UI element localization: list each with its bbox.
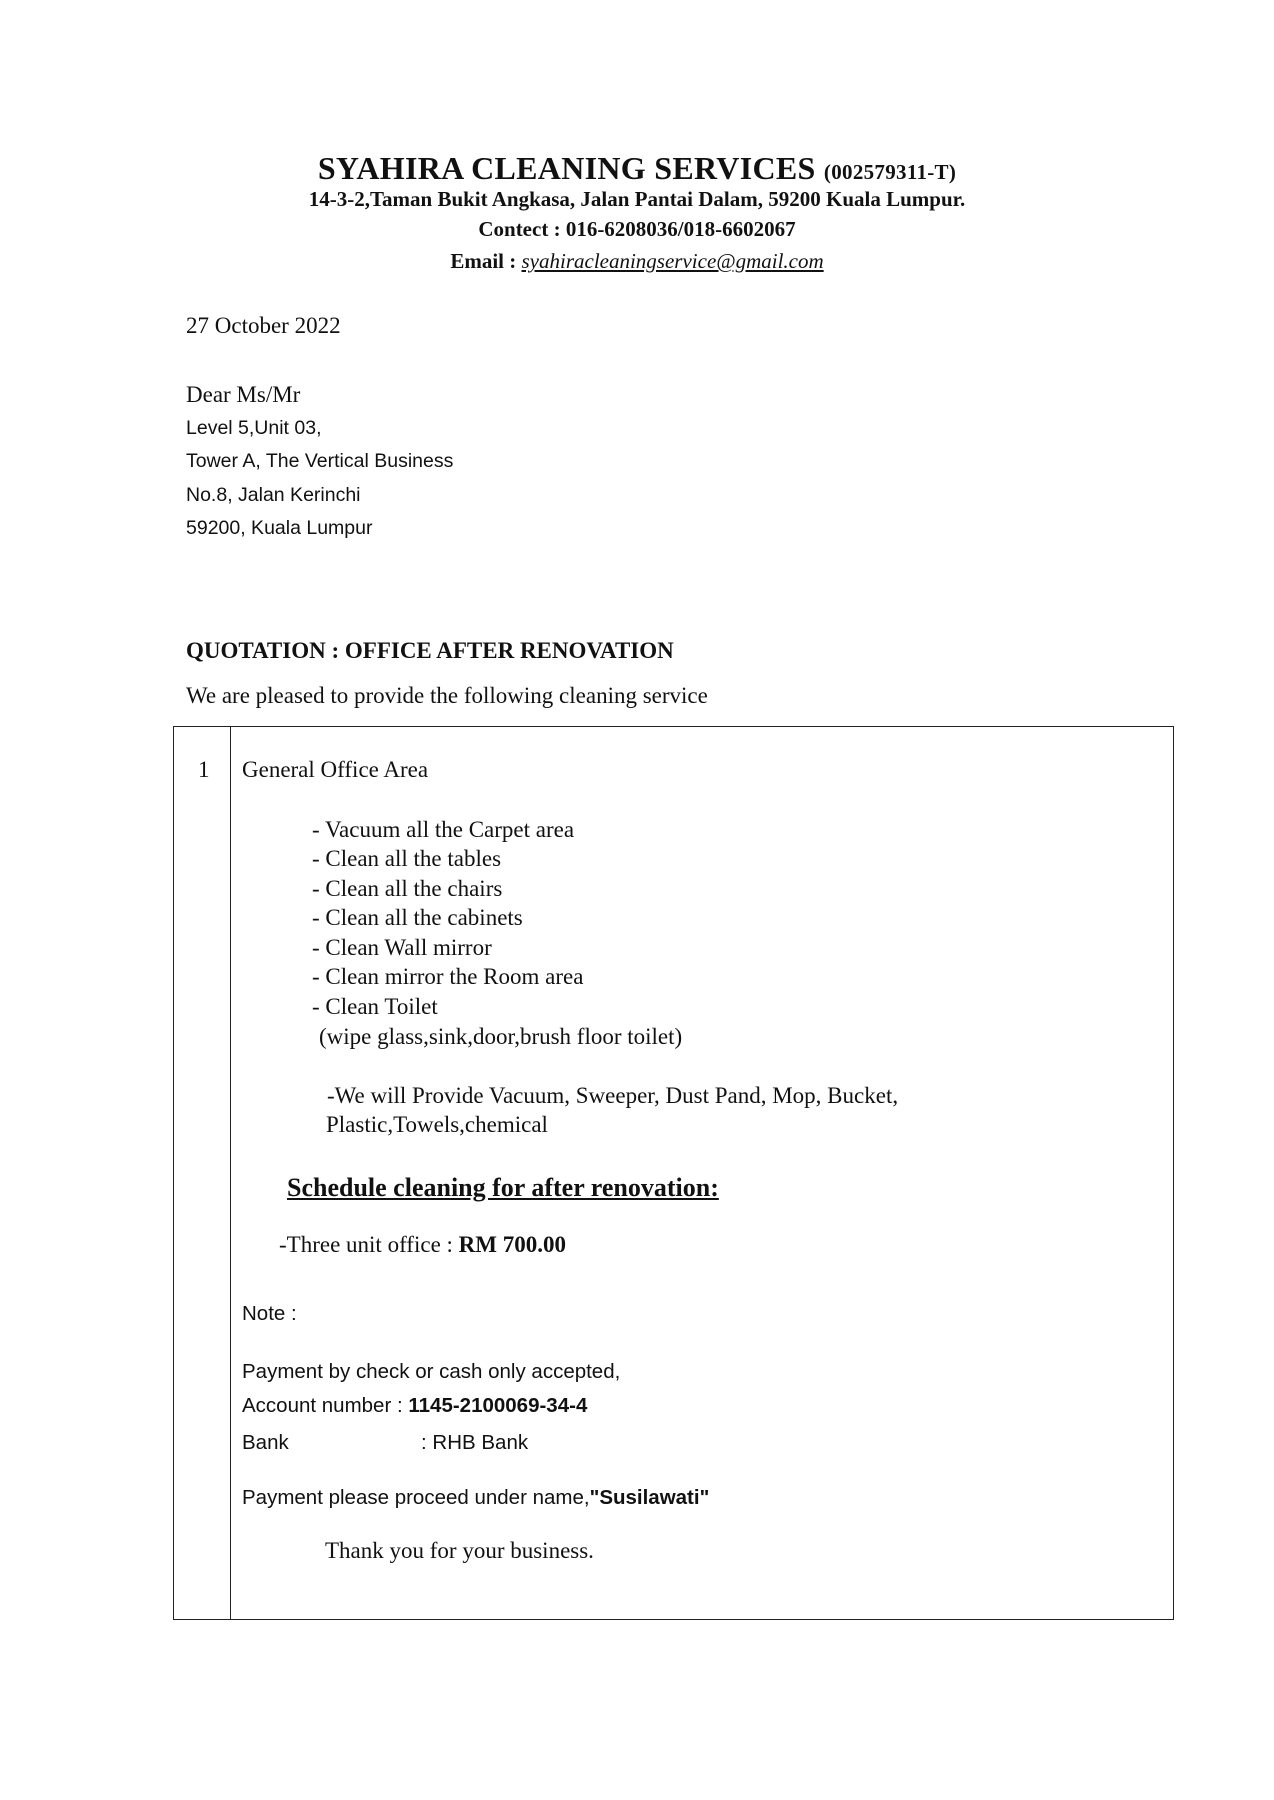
recipient-line: Level 5,Unit 03,	[186, 417, 322, 439]
recipient-line: 59200, Kuala Lumpur	[186, 517, 373, 539]
task-item: - Clean all the chairs	[312, 876, 503, 901]
payee-prefix: Payment please proceed under name,	[242, 1486, 590, 1509]
salutation: Dear Ms/Mr	[186, 382, 301, 407]
price-label: -Three unit office :	[279, 1232, 459, 1257]
contact-number: 016-6208036/018-6602067	[565, 217, 796, 241]
task-item: - Clean all the cabinets	[312, 905, 523, 930]
column-divider	[230, 727, 231, 1619]
payment-method: Payment by check or cash only accepted,	[242, 1360, 621, 1383]
row-number: 1	[198, 757, 210, 782]
note-label: Note :	[242, 1302, 297, 1325]
company-contact	[0, 217, 1274, 242]
bank-label: Bank	[242, 1431, 289, 1454]
equipment-line: Plastic,Towels,chemical	[326, 1112, 548, 1137]
toilet-detail: (wipe glass,sink,door,brush floor toilet)	[319, 1024, 683, 1049]
contact-label: Contect :	[478, 217, 566, 241]
registration-number: (002579311-T)	[823, 160, 957, 184]
task-item: - Clean all the tables	[312, 846, 502, 871]
account-label: Account number :	[242, 1394, 409, 1417]
recipient-line: Tower A, The Vertical Business	[186, 450, 454, 472]
task-item: - Clean mirror the Room area	[312, 964, 584, 989]
email-link[interactable]: syahiracleaningservice@gmail.com	[521, 249, 824, 273]
bank-value: : RHB Bank	[421, 1431, 529, 1454]
task-item: - Vacuum all the Carpet area	[312, 817, 575, 842]
price-value: RM 700.00	[458, 1232, 566, 1257]
quotation-heading: QUOTATION : OFFICE AFTER RENOVATION	[186, 638, 674, 663]
payee-name: "Susilawati"	[589, 1486, 710, 1509]
equipment-line: -We will Provide Vacuum, Sweeper, Dust Pand, Mop, Bucket,	[327, 1083, 899, 1108]
company-name: SYAHIRA CLEANING SERVICES	[317, 150, 816, 186]
recipient-line: No.8, Jalan Kerinchi	[186, 484, 361, 506]
account-line	[242, 1394, 587, 1418]
payee-line	[242, 1486, 709, 1510]
task-item: - Clean Toilet	[312, 994, 438, 1019]
company-header	[0, 150, 1274, 187]
email-label: Email :	[450, 249, 522, 273]
company-address: 14-3-2,Taman Bukit Angkasa, Jalan Pantai Dalam, 59200 Kuala Lumpur.	[308, 187, 966, 211]
account-number: 1145-2100069-34-4	[408, 1394, 588, 1417]
letter-date: 27 October 2022	[186, 313, 341, 338]
schedule-heading: Schedule cleaning for after renovation:	[287, 1173, 719, 1202]
company-email	[0, 249, 1274, 274]
price-line	[279, 1232, 566, 1258]
area-name: General Office Area	[242, 757, 429, 782]
thank-you: Thank you for your business.	[325, 1538, 594, 1563]
quotation-intro: We are pleased to provide the following cleaning service	[186, 683, 708, 708]
task-item: - Clean Wall mirror	[312, 935, 492, 960]
